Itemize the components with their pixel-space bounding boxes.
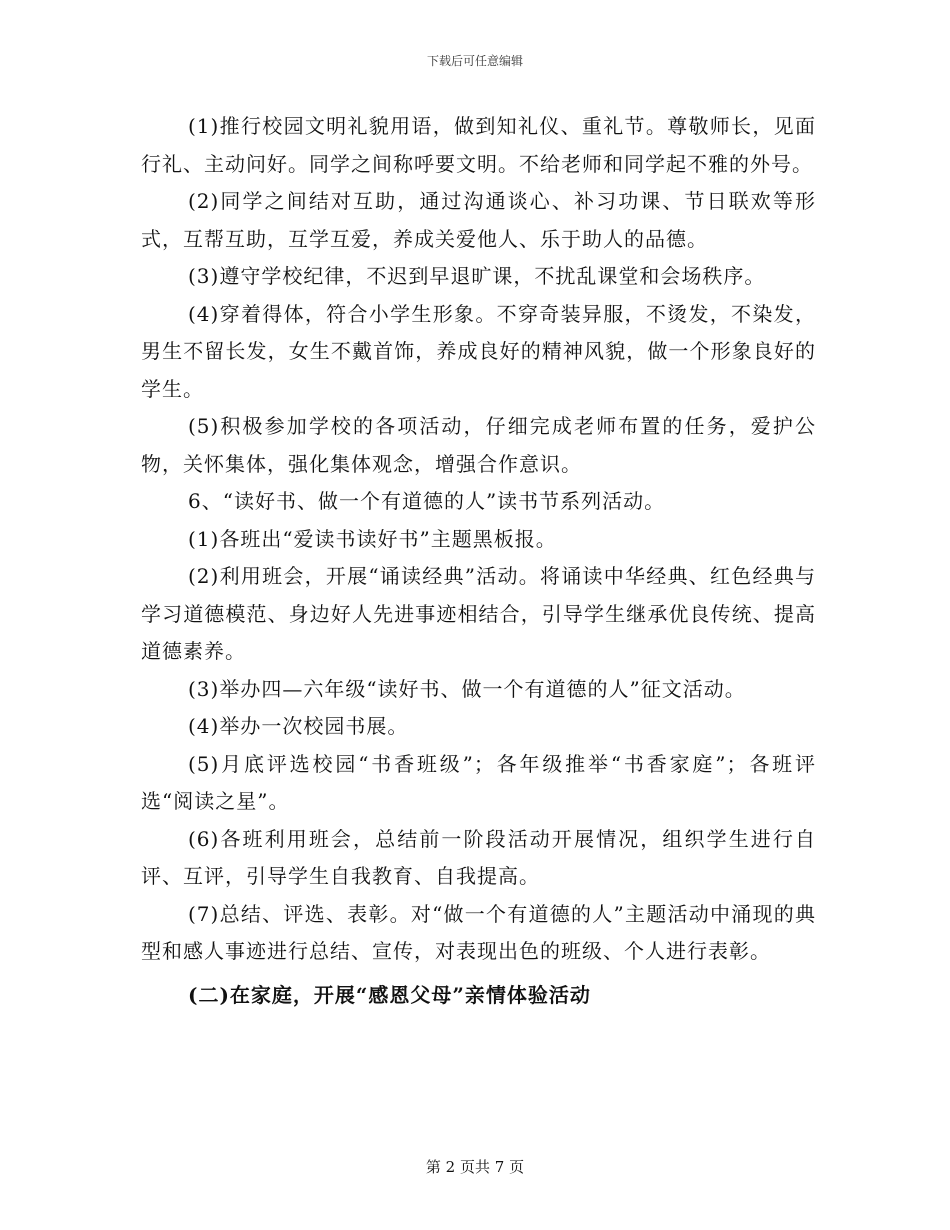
paragraph-8: (2)利用班会，开展“诵读经典”活动。将诵读中华经典、红色经典与学习道德模范、身边好人先进事迹相结合，引导学生继承优良传统、提高道德素养。 (141, 564, 816, 663)
paragraph-3: (3)遵守学校纪律，不迟到早退旷课，不扰乱课堂和会场秩序。 (188, 264, 766, 288)
page-footer: 第 2 页共 7 页 (425, 1158, 525, 1176)
paragraph-5: (5)积极参加学校的各项活动，仔细完成老师布置的任务，爱护公物，关怀集体，强化集体观念，增强合作意识。 (141, 414, 816, 476)
paragraph-4: (4)穿着得体，符合小学生形象。不穿奇装异服，不烫发，不染发，男生不留长发，女生不戴首饰，养成良好的精神风貌，做一个形象良好的学生。 (141, 301, 816, 401)
section-heading: (二)在家庭，开展“感恩父母”亲情体验活动 (188, 982, 591, 1007)
document-body (141, 108, 816, 1014)
paragraph-9: (3)举办四—六年级“读好书、做一个有道德的人”征文活动。 (188, 676, 746, 701)
paragraph-1: (1)推行校园文明礼貌用语，做到知礼仪、重礼节。尊敬师长，见面行礼、主动问好。同学之间称呼要文明。不给老师和同学起不雅的外号。 (141, 114, 816, 176)
paragraph-11: (5)月底评选校园“书香班级”；各年级推举“书香家庭”；各班评选“阅读之星”。 (141, 751, 816, 813)
paragraph-7: (1)各班出“爱读书读好书”主题黑板报。 (188, 526, 557, 551)
paragraph-12: (6)各班利用班会，总结前一阶段活动开展情况，组织学生进行自评、互评，引导学生自我教育、自我提高。 (141, 826, 816, 888)
paragraph-13: (7)总结、评选、表彰。对“做一个有道德的人”主题活动中涌现的典型和感人事迹进行总结、宣传，对表现出色的班级、个人进行表彰。 (141, 901, 816, 963)
paragraph-6: 6、“读好书、做一个有道德的人”读书节系列活动。 (188, 489, 666, 513)
paragraph-2: (2)同学之间结对互助，通过沟通谈心、补习功课、节日联欢等形式，互帮互助，互学互爱，养成关爱他人、乐于助人的品德。 (141, 189, 816, 251)
page-header: 下载后可任意编辑 (426, 54, 523, 68)
paragraph-10: (4)举办一次校园书展。 (188, 714, 409, 738)
